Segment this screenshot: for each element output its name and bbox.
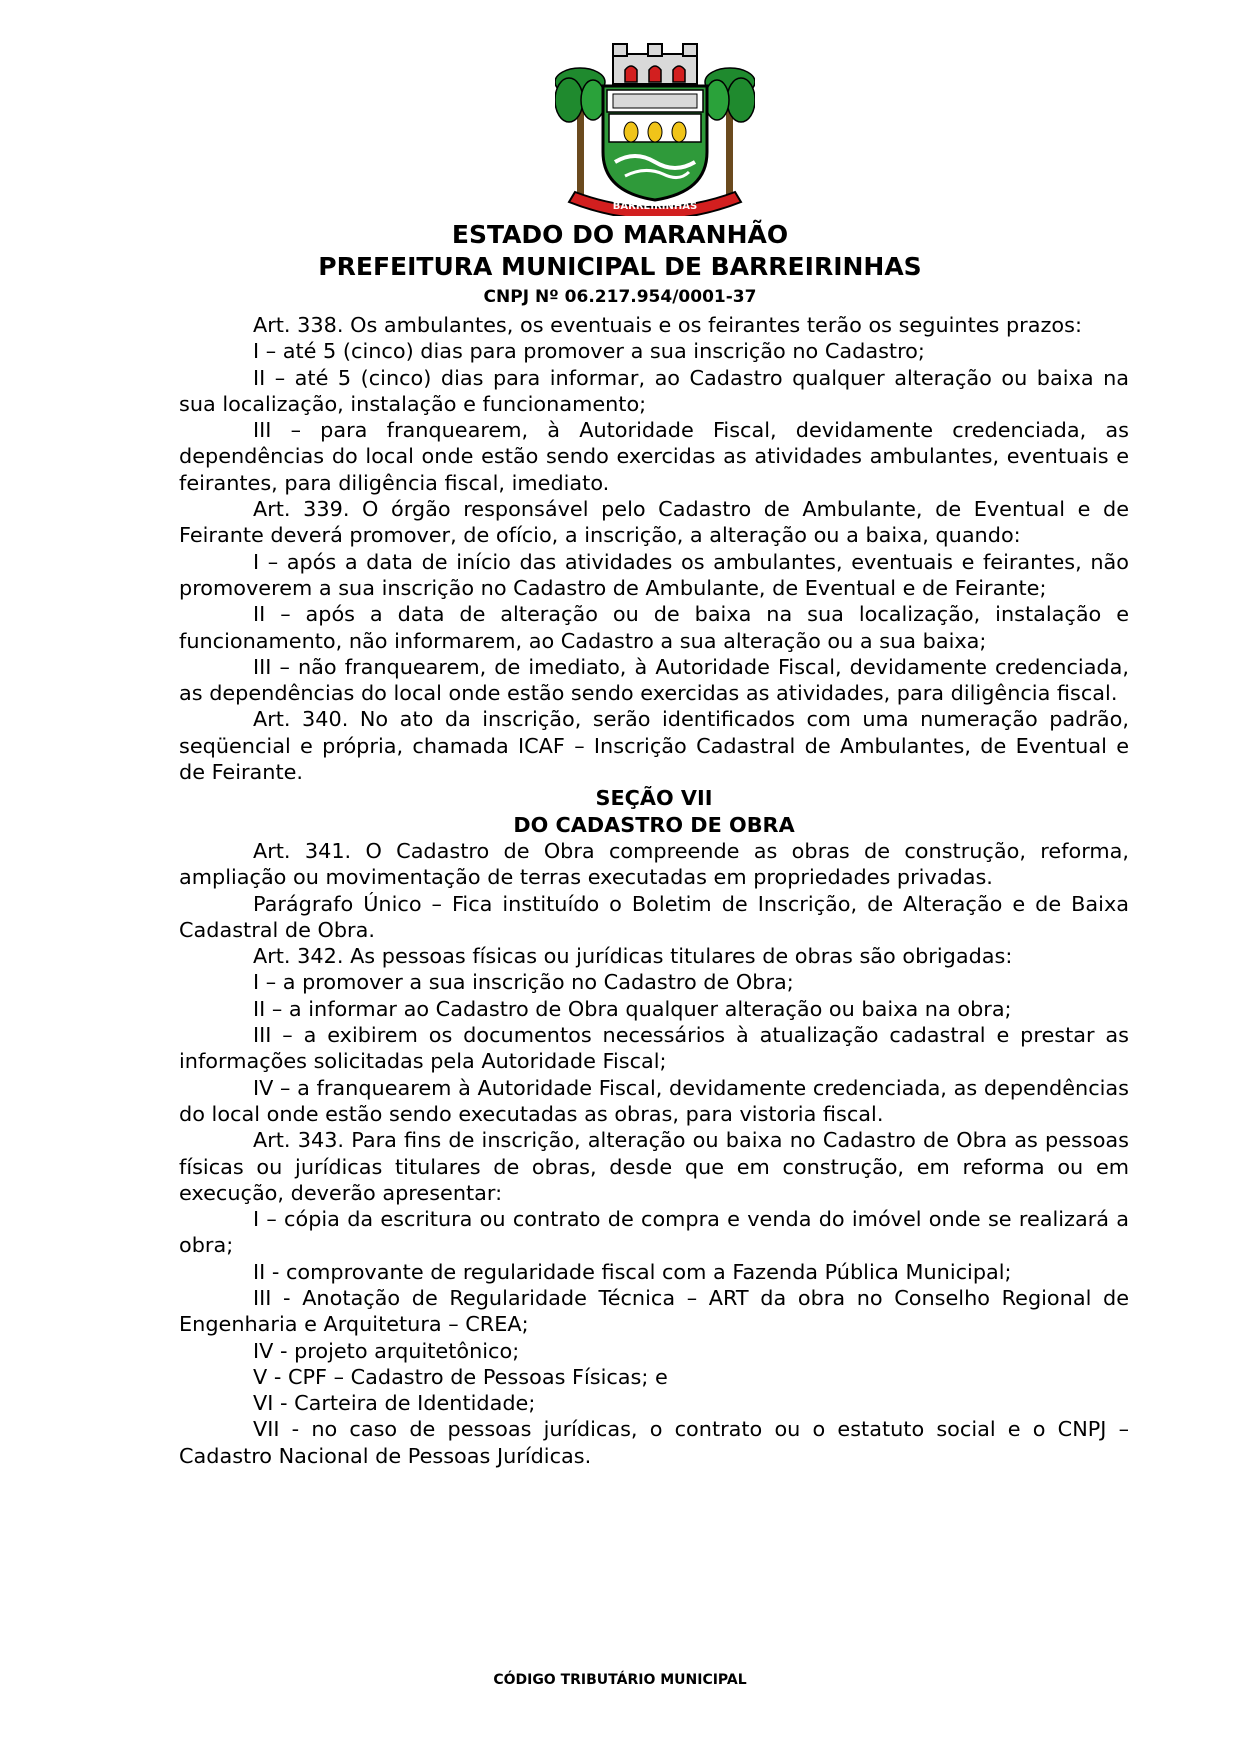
page-footer: CÓDIGO TRIBUTÁRIO MUNICIPAL xyxy=(493,1672,747,1688)
state-title: ESTADO DO MARANHÃO xyxy=(451,220,789,249)
shield-icon xyxy=(603,86,707,200)
prefecture-title: PREFEITURA MUNICIPAL DE BARREIRINHAS xyxy=(318,252,922,281)
document-body xyxy=(179,312,1129,1469)
paragraph: I – cópia da escritura ou contrato de compra e venda do imóvel onde se realizará a obra; xyxy=(179,1207,1129,1258)
paragraph: III - Anotação de Regularidade Técnica – ART da obra no Conselho Regional de Engenharia e Arquitetura – CREA; xyxy=(179,1285,1129,1337)
palm-tree-right-icon xyxy=(705,68,755,197)
mural-crown-icon xyxy=(613,44,697,84)
paragraph: Art. 343. Para fins de inscrição, alteração ou baixa no Cadastro de Obra as pessoas físicas ou jurídicas titulares de obras, desde que em construção, em reforma ou em execução, deverão apresentar: xyxy=(179,1128,1129,1205)
paragraph: V - CPF – Cadastro de Pessoas Físicas; e xyxy=(253,1364,668,1389)
paragraph: II - comprovante de regularidade fiscal com a Fazenda Pública Municipal; xyxy=(253,1259,1012,1284)
paragraph: Art. 340. No ato da inscrição, serão identificados com uma numeração padrão, seqüencial e própria, chamada ICAF – Inscrição Cadastral de Ambulantes, de Eventual e de Feirante. xyxy=(179,707,1129,785)
paragraph: I – até 5 (cinco) dias para promover a sua inscrição no Cadastro; xyxy=(253,339,925,364)
svg-text:BARREIRINHAS: BARREIRINHAS xyxy=(612,201,698,212)
paragraph: Art. 341. O Cadastro de Obra compreende as obras de construção, reforma, ampliação ou movimentação de terras executadas em propriedades privadas. xyxy=(179,838,1129,890)
paragraph: III – a exibirem os documentos necessários à atualização cadastral e prestar as informações solicitadas pela Autoridade Fiscal; xyxy=(179,1023,1129,1074)
paragraph: II – até 5 (cinco) dias para informar, ao Cadastro qualquer alteração ou baixa na sua localização, instalação e funcionamento; xyxy=(179,365,1129,416)
section-heading: SEÇÃO VII xyxy=(595,786,713,811)
cnpj-line: CNPJ Nº 06.217.954/0001-37 xyxy=(483,287,757,307)
palm-tree-left-icon xyxy=(555,68,605,197)
paragraph: Art. 342. As pessoas físicas ou jurídicas titulares de obras são obrigadas: xyxy=(253,944,1013,969)
paragraph: Art. 338. Os ambulantes, os eventuais e os feirantes terão os seguintes prazos: xyxy=(253,313,1082,337)
paragraph: III – não franquearem, de imediato, à Autoridade Fiscal, devidamente credenciada, as dependências do local onde estão sendo exercidas as atividades, para diligência fiscal. xyxy=(179,654,1129,706)
paragraph: IV - projeto arquitetônico; xyxy=(253,1338,520,1363)
paragraph: III – para franquearem, à Autoridade Fiscal, devidamente credenciada, as dependências do local onde estão sendo exercidas as atividades ambulantes, eventuais e feirantes, para diligência fiscal, imediato. xyxy=(179,418,1129,495)
paragraph: VI - Carteira de Identidade; xyxy=(253,1391,536,1416)
paragraph: I – a promover a sua inscrição no Cadastro de Obra; xyxy=(253,970,794,995)
section-subheading: DO CADASTRO DE OBRA xyxy=(513,812,795,837)
paragraph: I – após a data de início das atividades os ambulantes, eventuais e feirantes, não promoverem a sua inscrição no Cadastro de Ambulante, de Eventual e de Feirante; xyxy=(179,549,1129,600)
paragraph: Art. 339. O órgão responsável pelo Cadastro de Ambulante, de Eventual e de Feirante deverá promover, de ofício, a inscrição, a alteração ou a baixa, quando: xyxy=(179,497,1129,548)
paragraph: Parágrafo Único – Fica instituído o Boletim de Inscrição, de Alteração e de Baixa Cadastral de Obra. xyxy=(179,891,1129,942)
paragraph: IV – a franquearem à Autoridade Fiscal, devidamente credenciada, as dependências do local onde estão sendo executadas as obras, para vistoria fiscal. xyxy=(179,1075,1129,1126)
paragraph: II – após a data de alteração ou de baixa na sua localização, instalação e funcionamento, não informarem, ao Cadastro a sua alteração ou a sua baixa; xyxy=(179,602,1129,653)
paragraph: II – a informar ao Cadastro de Obra qualquer alteração ou baixa na obra; xyxy=(253,996,1012,1021)
paragraph: VII - no caso de pessoas jurídicas, o contrato ou o estatuto social e o CNPJ – Cadastro Nacional de Pessoas Jurídicas. xyxy=(179,1417,1129,1468)
municipal-coat-of-arms xyxy=(555,42,755,216)
